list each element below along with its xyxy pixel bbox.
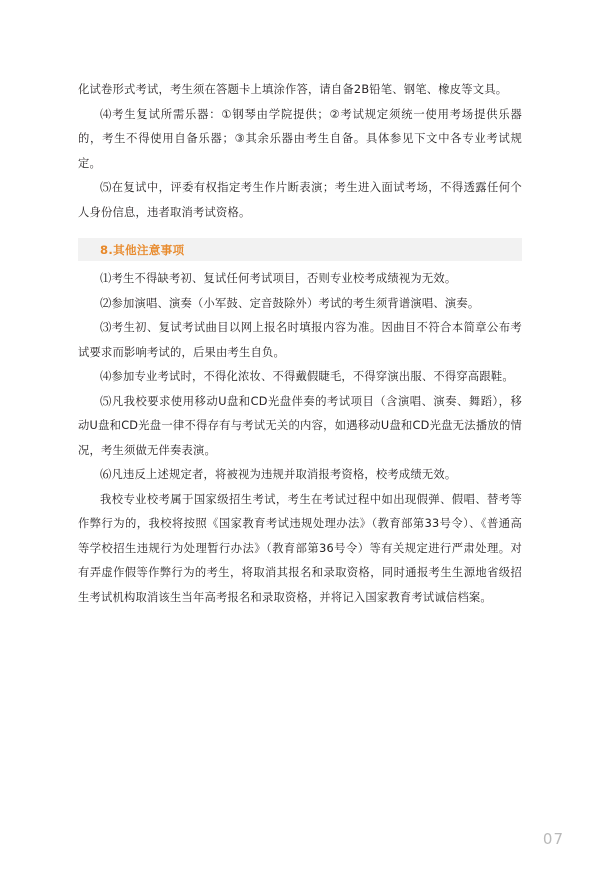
- section-closing-paragraph: 我校专业校考属于国家级招生考试，考生在考试过程中如出现假弹、假唱、替考等作弊行为的，我校将按照《国家教育考试违规处理办法》（教育部第33号令）、《普通高等学校招生违规行为处理暂行办法》（教育部第36号令）等有关规定进行严肃处理。对有弄虚作假等作弊行为的考生，将取消其报名和录取资格，同时通报考生生源地省级招生考试机构取消该生当年高考报名和录取资格，并将记入国家教育考试诚信档案。: [78, 492, 522, 604]
- paragraph-item-4: ⑷考生复试所需乐器：①钢琴由学院提供；②考试规定须统一使用考场提供乐器的，考生不得使用自备乐器；③其余乐器由考生自备。具体参见下文中各专业考试规定。: [78, 107, 522, 170]
- section-item-3: ⑶考生初、复试考试曲目以网上报名时填报内容为准。因曲目不符合本简章公布考试要求而影响考试的，后果由考生自负。: [78, 321, 522, 359]
- section-item-5: ⑸凡我校要求使用移动U盘和CD光盘伴奏的考试项目（含演唱、演奏、舞蹈），移动U盘和CD光盘一律不得存有与考试无关的内容，如遇移动U盘和CD光盘无法播放的情况，考生须做无伴奏表演。: [78, 394, 522, 457]
- section-item-4: ⑷参加专业考试时，不得化浓妆、不得戴假睫毛，不得穿演出服、不得穿高跟鞋。: [100, 370, 514, 383]
- paragraph-continuation: 化试卷形式考试，考生须在答题卡上填涂作答，请自备2B铅笔、钢笔、橡皮等文具。: [78, 83, 508, 96]
- paragraph-item-5: ⑸在复试中，评委有权指定考生作片断表演；考生进入面试考场，不得透露任何个人身份信息，违者取消考试资格。: [78, 181, 522, 219]
- section-heading-other-notes: [78, 238, 522, 261]
- page-content: [78, 78, 522, 610]
- section-heading-label: 8.其他注意事项: [100, 242, 185, 257]
- page-number: 07: [542, 830, 564, 848]
- section-item-2: ⑵参加演唱、演奏（小军鼓、定音鼓除外）考试的考生须背谱演唱、演奏。: [100, 296, 480, 310]
- section-item-1: ⑴考生不得缺考初、复试任何考试项目，否则专业校考成绩视为无效。: [100, 272, 457, 285]
- section-item-6: ⑹凡违反上述规定者，将被视为违规并取消报考资格，校考成绩无效。: [100, 468, 457, 481]
